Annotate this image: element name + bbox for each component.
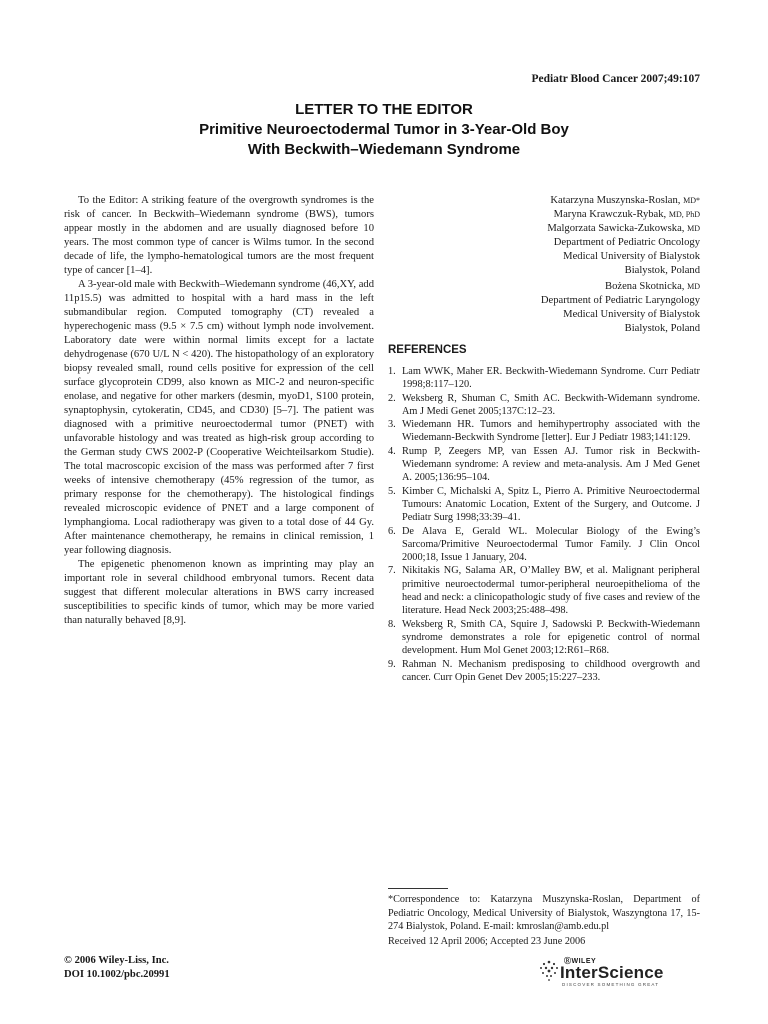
- reference-number: 1.: [388, 366, 396, 377]
- reference-number: 7.: [388, 565, 396, 577]
- logo-publisher: ⓇWILEY: [564, 958, 597, 965]
- author-degree: MD, PhD: [668, 210, 700, 219]
- author-block: [388, 194, 700, 336]
- body-paragraph: A 3-year-old male with Beckwith–Wiedemann syndrome (46,XY, add 11p15.5) was admitted to hospital with a hard mass in the left submandibular region. Computed tomography (CT) revealed a hyperechogenic mass (9.5 × 7.5 cm) without lymph node involvement. Laboratory date were within normal limits except for a lactate dehydrogenase (670 U/L N < 420). The histopathology of an exploratory biopsy revealed small, round cells positive for expression of the cell surface glycoprotein CD99, also known as MIC-2 and neuron-specific enolase, and negative for other markers (desmin, myoD1, S100 protein, synaptophysin, cytokeratin, CD45, and CD30) [5–7]. The patient was diagnosed with a primitive neuroectodermal tumor (PNET) with unfavorable histology and was treated as high-risk group according to the German study CWS 2002-P (Cooperative Weichteilsarkom Studie). The total macroscopic excision of the mass was performed after 7 first weeks of intensive chemotherapy (45% regression of the tumor, as primary response for the chemotherapy). The histological findings revealed microscopic evidence of PNET and a large component of lymphangioma. Local radiotherapy was given to a total dose of 44 Gy. After maintenance chemotherapy, he remains in clinical remission, 1 year following diagnosis.: [64, 279, 375, 556]
- reference-item: [388, 618, 700, 658]
- affiliation-line: Department of Pediatric Oncology: [553, 237, 700, 248]
- reference-text: Kimber C, Michalski A, Spitz L, Pierro A. Primitive Neuroectodermal Tumours: Anatomic Location, Extent of the Surgery, and Outcome. J Pediatr Surg 1998;33:39–41.: [402, 485, 700, 524]
- reference-item: [388, 418, 700, 445]
- reference-list: [388, 365, 700, 684]
- logo-tagline: DISCOVER SOMETHING GREAT: [562, 982, 660, 987]
- reference-number: 4.: [388, 445, 396, 457]
- author-degree: MD*: [683, 196, 700, 205]
- author-degree: MD: [687, 224, 700, 233]
- reference-text: Weksberg R, Shuman C, Smith AC. Beckwith-Widemann syndrome. Am J Medi Genet 2005;137C:12–23.: [402, 392, 700, 417]
- received-dates: Received 12 April 2006; Accepted 23 June 2006: [388, 936, 586, 947]
- reference-item: [388, 564, 700, 617]
- title-block: [0, 100, 768, 160]
- reference-text: Lam WWK, Maher ER. Beckwith-Wiedemann Syndrome. Curr Pediatr 1998;8:117–120.: [402, 366, 700, 391]
- affiliation-line: Bialystok, Poland: [624, 265, 700, 276]
- reference-text: De Alava E, Gerald WL. Molecular Biology of the Ewing’s Sarcoma/Primitive Neuroectodermal Tumor Family. J Clin Oncol 2000;18, Issue 1 January, 204.: [402, 525, 700, 564]
- body-paragraph: The epigenetic phenomenon known as imprinting may play an important role in several childhood embryonal tumors. Recent data suggest that different molecular alterations in BWS carry increased susceptibilities to specific kinds of tumor, which may be more varied than naturally behaved [8,9].: [64, 559, 374, 626]
- reference-text: Weksberg R, Smith CA, Squire J, Sadowski P. Beckwith-Wiedemann syndrome demonstrates a role for epigenetic control of normal development. Hum Mol Genet 2003;12:R61–R68.: [402, 618, 700, 657]
- reference-text: Rump P, Zeegers MP, van Essen AJ. Tumor risk in Beckwith-Wiedemann syndrome: A review and meta-analysis. Am J Med Genet A. 2005;136:95–104.: [402, 445, 700, 484]
- reference-item: [388, 392, 700, 419]
- author-line: Maryna Krawczuk-Rybak, MD, PhD: [553, 209, 700, 220]
- affiliation-line: Department of Pediatric Laryngology: [540, 295, 700, 306]
- reference-number: 3.: [388, 419, 396, 431]
- footnote-divider: [388, 888, 448, 889]
- reference-item: [388, 365, 700, 392]
- article-title-line-2: With Beckwith–Wiedemann Syndrome: [247, 141, 521, 158]
- author-line: Bożena Skotnicka, MD: [605, 281, 700, 292]
- reference-item: [388, 658, 700, 685]
- author-line: Malgorzata Sawicka-Zukowska, MD: [547, 223, 700, 234]
- logo-brand: InterScience: [560, 963, 664, 982]
- reference-text: Nikitakis NG, Salama AR, O’Malley BW, et al. Malignant peripheral primitive neuroectodermal tumor-peripheral neuroepithelioma of the head and neck: a clinicopathologic study of five cases and review of the literature. Head Neck 2003;25:488–498.: [402, 565, 700, 617]
- reference-number: 6.: [388, 525, 396, 537]
- reference-item: [388, 525, 700, 565]
- wiley-interscience-logo-icon: [538, 958, 560, 984]
- reference-item: [388, 485, 700, 525]
- section-heading: LETTER TO THE EDITOR: [295, 101, 473, 118]
- author-line: Katarzyna Muszynska-Roslan, MD*: [550, 195, 700, 206]
- doi-line: DOI 10.1002/pbc.20991: [64, 968, 170, 980]
- author-degree: MD: [687, 282, 700, 291]
- reference-number: 9.: [388, 658, 396, 670]
- letter-body: [64, 194, 374, 628]
- wiley-interscience-logo: [538, 956, 703, 988]
- affiliation-line: Medical University of Bialystok: [563, 309, 700, 320]
- affiliation-line: Medical University of Bialystok: [563, 251, 700, 262]
- reference-number: 2.: [388, 392, 396, 404]
- reference-text: Wiedemann HR. Tumors and hemihypertrophy associated with the Wiedemann-Beckwith Syndrome [letter]. Eur J Pediatr 1983;141:129.: [402, 419, 700, 444]
- copyright-line: © 2006 Wiley-Liss, Inc.: [64, 955, 169, 966]
- copyright-block: [64, 954, 170, 981]
- reference-item: [388, 445, 700, 485]
- reference-text: Rahman N. Mechanism predisposing to childhood overgrowth and cancer. Curr Opin Genet Dev 2005;15:227–233.: [402, 658, 700, 683]
- affiliation-line: Bialystok, Poland: [624, 323, 700, 334]
- correspondence-footnote: *Correspondence to: Katarzyna Muszynska-Roslan, Department of Pediatric Oncology, Medical University of Bialystok, Waszyngtona 17, 15-274 Bialystok, Poland. E-mail: kmroslan@amb.edu.pl: [388, 894, 700, 932]
- reference-number: 5.: [388, 485, 396, 497]
- reference-number: 8.: [388, 618, 396, 630]
- body-paragraph: To the Editor: A striking feature of the overgrowth syndromes is the risk of cancer. In Beckwith–Wiedemann syndrome (BWS), tumors appear mostly in the abdomen and are usually diagnosed before 10 years. The most common type of cancer is Wilms tumor. In the second decade of life, the lympho-hematological tumors are the most frequent type of cancer [1–4].: [64, 195, 374, 276]
- references-heading: REFERENCES: [388, 344, 467, 356]
- journal-citation: Pediatr Blood Cancer 2007;49:107: [531, 73, 700, 85]
- article-title-line-1: Primitive Neuroectodermal Tumor in 3-Year-Old Boy: [199, 121, 569, 138]
